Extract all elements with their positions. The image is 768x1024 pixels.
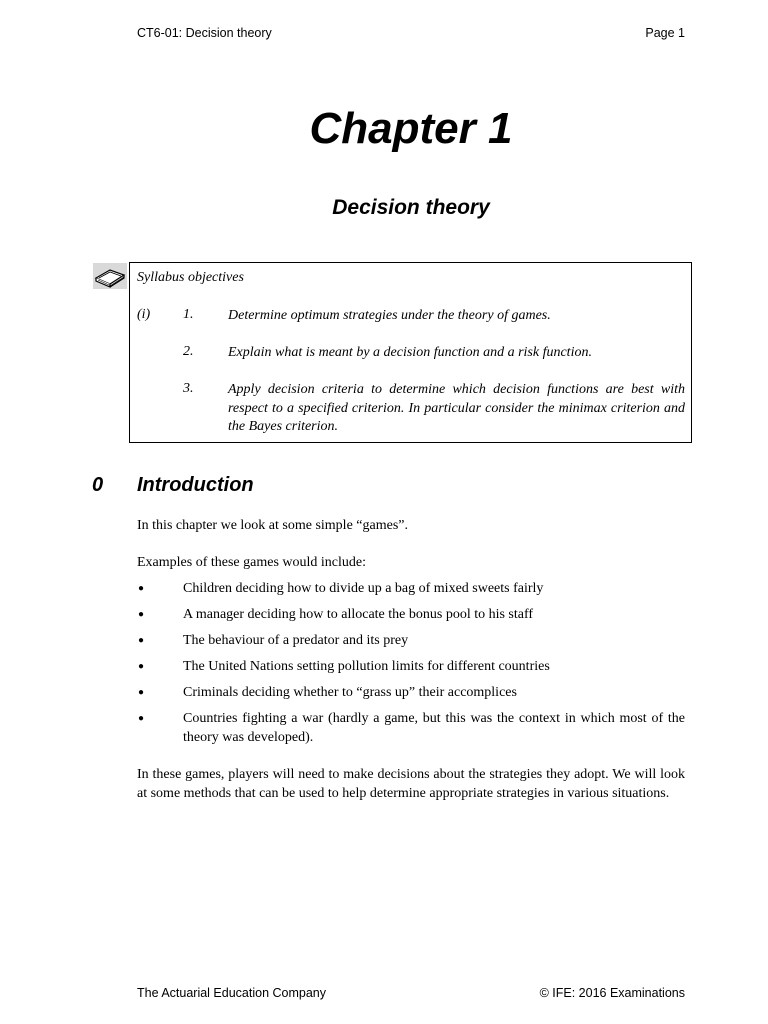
list-item-text: Children deciding how to divide up a bag of mixed sweets fairly xyxy=(183,581,544,596)
list-item xyxy=(137,709,685,747)
objective-text: Apply decision criteria to determine which decision functions are best with respect to a specified criterion. In particular consider the minimax criterion and the Bayes criterion. xyxy=(228,382,685,434)
header-document-title: CT6-01: Decision theory xyxy=(137,26,272,40)
footer-publisher: The Actuarial Education Company xyxy=(137,986,326,1000)
list-item xyxy=(137,657,685,676)
chapter-subtitle: Decision theory xyxy=(332,196,490,219)
bullet-icon: ● xyxy=(138,635,145,646)
book-icon xyxy=(93,263,127,289)
syllabus-heading: Syllabus objectives xyxy=(137,270,244,285)
bullet-icon: ● xyxy=(138,713,145,724)
list-item xyxy=(137,631,685,650)
objective-section-numeral: (i) xyxy=(137,307,151,322)
examples-list xyxy=(137,579,685,754)
footer-copyright: © IFE: 2016 Examinations xyxy=(539,986,685,1000)
objective-number: 3. xyxy=(183,381,194,396)
closing-paragraph: In these games, players will need to make decisions about the strategies they adopt. We will look at some methods that can be used to help determine appropriate strategies in various situations. xyxy=(137,767,685,801)
list-item-text: The United Nations setting pollution limits for different countries xyxy=(183,659,550,674)
bullet-icon: ● xyxy=(138,583,145,594)
list-item-text: The behaviour of a predator and its prey xyxy=(183,633,409,648)
objective-number: 2. xyxy=(183,344,194,359)
chapter-title: Chapter 1 xyxy=(309,104,513,153)
section-title: Introduction xyxy=(137,474,254,496)
bullet-icon: ● xyxy=(138,687,145,698)
objective-text: Determine optimum strategies under the theory of games. xyxy=(228,308,551,323)
list-item-text: A manager deciding how to allocate the bonus pool to his staff xyxy=(183,607,534,622)
list-item xyxy=(137,605,685,624)
syllabus-objectives-box xyxy=(129,262,692,443)
examples-lead-paragraph: Examples of these games would include: xyxy=(137,555,366,570)
section-number: 0 xyxy=(92,474,104,496)
list-item xyxy=(137,683,685,702)
objective-number: 1. xyxy=(183,307,194,322)
intro-paragraph: In this chapter we look at some simple “games”. xyxy=(137,518,408,533)
bullet-icon: ● xyxy=(138,661,145,672)
bullet-icon: ● xyxy=(138,609,145,620)
list-item-text: Countries fighting a war (hardly a game, but this was the context in which most of the theory was developed). xyxy=(183,711,685,745)
list-item xyxy=(137,579,685,598)
list-item-text: Criminals deciding whether to “grass up” their accomplices xyxy=(183,685,517,700)
header-page-number: Page 1 xyxy=(645,26,685,40)
objective-text: Explain what is meant by a decision function and a risk function. xyxy=(228,345,592,360)
